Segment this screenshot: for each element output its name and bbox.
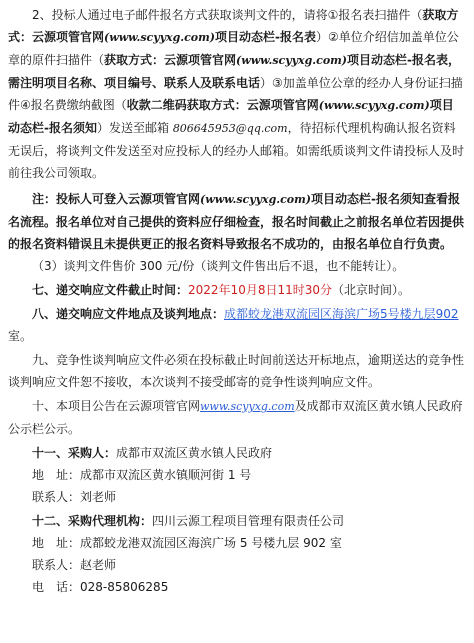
purchaser-address-row (8, 464, 464, 486)
text: 十、本项目公告在云源项管官网 (32, 399, 201, 413)
text-bold: 项目动态栏-报名表，需注明项目名称、项目编号、联系人及联系电话 (8, 53, 460, 90)
paragraph-price: （3）谈判文件售价 300 元/份（谈判文件售出后不退，也不能转让）。 (32, 259, 405, 273)
website-link[interactable]: www.scyyxg.com (200, 400, 295, 413)
text: 室。 (8, 329, 33, 343)
website-text: (www.scyyxg.com) (200, 193, 311, 206)
text-bold: 项目动态栏-报名表 (214, 30, 316, 44)
agency-name: 四川云源工程项目管理有限责任公司 (152, 514, 345, 528)
purchaser-address: 成都市双流区黄水镇顺河街 1 号 (80, 468, 252, 482)
text: 2、投标人通过电子邮件报名方式获取谈判文件的，请将①报名表扫描件（ (32, 8, 423, 22)
field-label: 地 址： (32, 536, 81, 550)
text: ，待招标代理机构确认报名资料无误后，将谈判文件发送至对应投标人的经办人邮箱。如需纸质谈判文件请投标人及时前往我公司领取。 (8, 121, 465, 180)
agency-address-row (8, 532, 464, 554)
agency-phone: 028-85806285 (80, 580, 169, 594)
section-label: 十二、采购代理机构： (32, 514, 153, 528)
text-bold: 获取方式：云源项管官网 (8, 8, 459, 44)
text: ）发送至邮箱 (96, 121, 173, 135)
section-12-agency (8, 510, 464, 532)
purchaser-contact-row (8, 486, 464, 508)
section-7-deadline (8, 279, 464, 301)
field-label: 联系人： (32, 558, 81, 572)
section-11-purchaser (8, 442, 464, 464)
website-text: (www.scyyxg.com) (236, 54, 347, 67)
agency-address: 成都蛟龙港双流园区海滨广场 5 号楼九层 902 室 (80, 536, 342, 550)
website-text: (www.scyyxg.com) (104, 31, 215, 44)
location-text: 成都蛟龙港双流园区海滨广场5号楼九层902 (224, 307, 459, 321)
agency-phone-row (8, 576, 464, 598)
section-8-location (8, 303, 464, 347)
field-label: 联系人： (32, 490, 81, 504)
section-9-notice: 九、竞争性谈判响应文件必须在投标截止时间前送达开标地点，逾期送达的竞争性谈判响应文件恕不接收，本次谈判不接受邮寄的竞争性谈判响应文件。 (8, 353, 465, 389)
text-bold: 项目动态栏-报名须知查看报名流程。报名单位对自己提供的资料应仔细检查，报名时间截止之前报名单位若因提供的报名资料错误且未提供更正的报名资料导致报名不成功的，由报名单位自行负责。 (8, 192, 465, 251)
section-label: 八、递交响应文件地点及谈判地点： (32, 307, 225, 321)
text-bold: 项目动态栏-报名须知 (8, 98, 454, 135)
paragraph-email-registration (8, 4, 464, 184)
deadline-time: 2022年10月8日11时30分 (188, 283, 332, 297)
field-label: 地 址： (32, 468, 81, 482)
text: ）③加盖单位公章的经办人身份证扫描件④报名费缴纳截图（ (8, 76, 463, 112)
text-bold: 收款二维码获取方式：云源项管官网 (126, 98, 319, 112)
section-label: 十一、采购人： (32, 446, 117, 460)
section-label: 七、递交响应文件截止时间： (32, 283, 189, 297)
text: （北京时间）。 (332, 283, 411, 297)
section-10-announcement (8, 395, 464, 440)
text-bold: 获取方式：云源项管官网 (104, 53, 237, 67)
text: 及成都市双流区黄水镇人民政府公示栏公示。 (8, 399, 463, 436)
agency-contact-row (8, 554, 464, 576)
purchaser-name: 成都市双流区黄水镇人民政府 (116, 446, 273, 460)
text: ）②单位介绍信加盖单位公章的原件扫描件（ (8, 30, 459, 67)
purchaser-contact: 刘老师 (80, 490, 117, 504)
paragraph-note (8, 188, 464, 255)
agency-contact: 赵老师 (80, 558, 117, 572)
text-bold: 注：投标人可登入云源项管官网 (32, 192, 201, 206)
email-address[interactable]: 806645953@qq.com (172, 122, 288, 135)
field-label: 电 话： (32, 580, 81, 594)
website-text: (www.scyyxg.com) (318, 99, 430, 112)
